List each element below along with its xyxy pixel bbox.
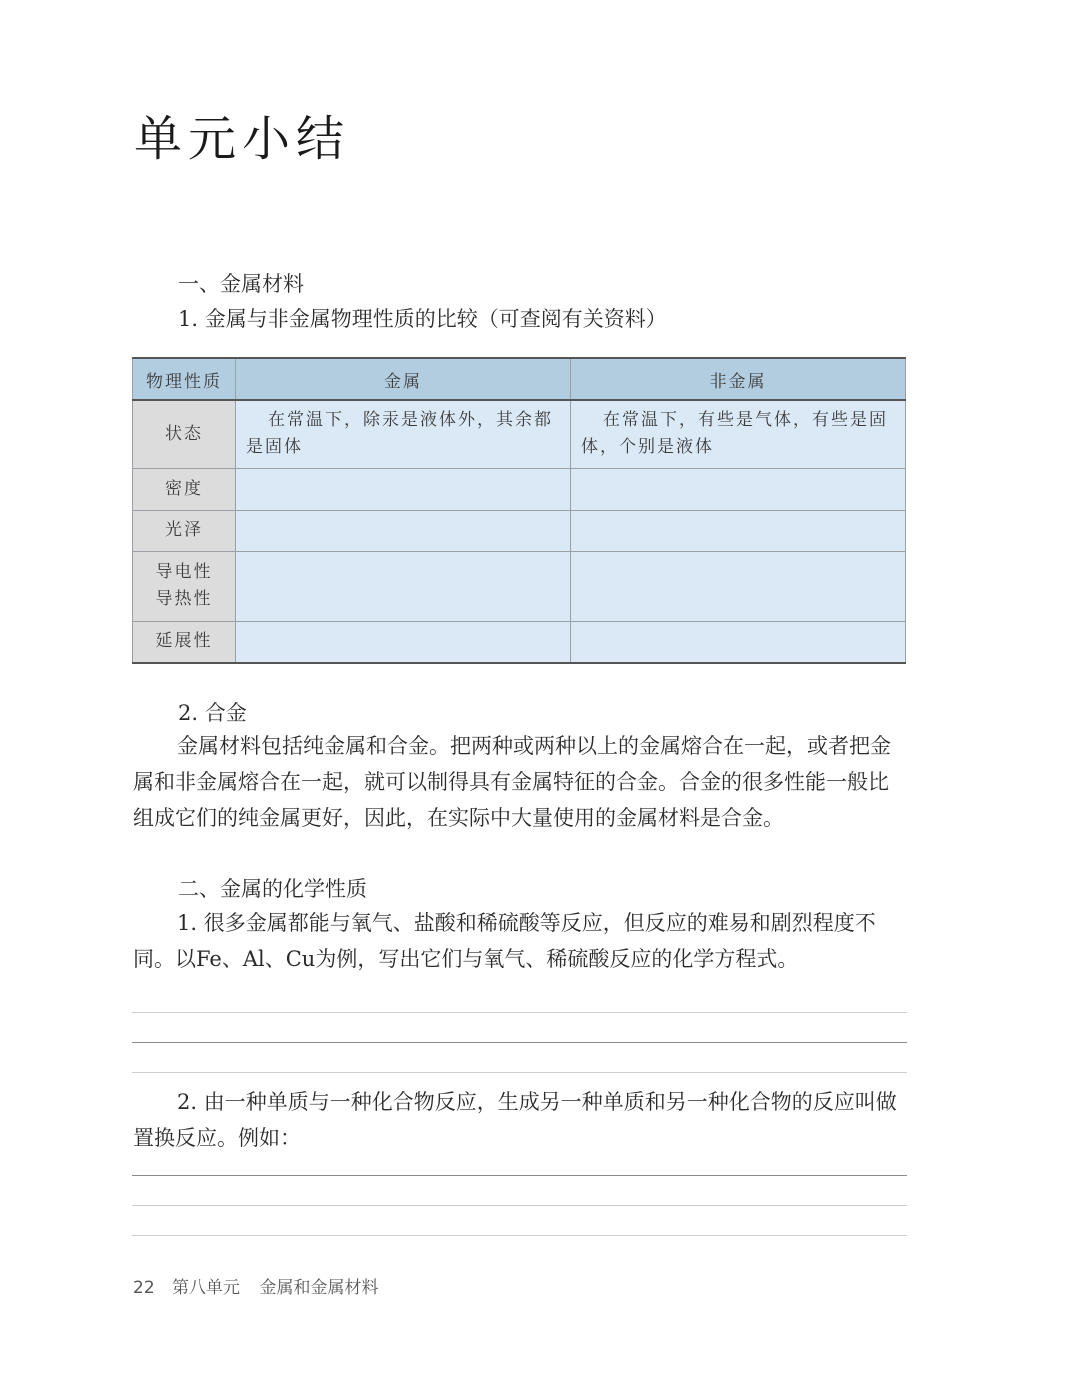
row-property-electrical: 导电性 bbox=[155, 562, 213, 582]
unit-label: 第八单元 bbox=[172, 1278, 241, 1298]
section2-heading: 二、金属的化学性质 bbox=[178, 877, 367, 901]
section2-item2: 2. 由一种单质与一种化合物反应，生成另一种单质和另一种化合物的反应叫做置换反应。例如： bbox=[133, 1090, 897, 1150]
section1-sub2-heading: 2. 合金 bbox=[178, 701, 247, 725]
page-number: 22 bbox=[133, 1278, 155, 1298]
row-property-state: 状态 bbox=[133, 400, 236, 468]
properties-table bbox=[132, 357, 906, 664]
row-property-luster: 光泽 bbox=[133, 510, 236, 551]
answer-line bbox=[132, 1235, 907, 1236]
alloy-paragraph: 金属材料包括纯金属和合金。把两种或两种以上的金属熔合在一起，或者把金属和非金属熔合在一起，就可以制得具有金属特征的合金。合金的很多性能一般比组成它们的纯金属更好，因此，在实际中大量使用的金属材料是合金。 bbox=[133, 734, 891, 830]
cell-metal-state bbox=[236, 400, 571, 468]
table-header-row bbox=[133, 358, 906, 400]
table-row bbox=[133, 551, 906, 621]
table-row bbox=[133, 621, 906, 663]
cell-nonmetal-state bbox=[571, 400, 906, 468]
row-property-density: 密度 bbox=[133, 468, 236, 510]
answer-line bbox=[132, 1012, 907, 1013]
section1-heading: 一、金属材料 bbox=[178, 272, 304, 296]
cell-metal-density bbox=[236, 468, 571, 510]
page-title: 单元小结 bbox=[134, 111, 351, 167]
table-row bbox=[133, 468, 906, 510]
cell-nonmetal-state-text: 在常温下，有些是气体，有些是固体，个别是液体 bbox=[581, 410, 888, 457]
section2-item1: 1. 很多金属都能与氧气、盐酸和稀硫酸等反应，但反应的难易和剧烈程度不同。以Fe、Al、Cu为例，写出它们与氧气、稀硫酸反应的化学方程式。 bbox=[133, 911, 876, 971]
cell-metal-conductivity bbox=[236, 551, 571, 621]
cell-metal-ductility bbox=[236, 621, 571, 663]
cell-nonmetal-conductivity bbox=[571, 551, 906, 621]
cell-nonmetal-density bbox=[571, 468, 906, 510]
answer-line bbox=[132, 1042, 907, 1043]
header-nonmetal: 非金属 bbox=[571, 358, 906, 400]
header-property: 物理性质 bbox=[133, 358, 236, 400]
cell-nonmetal-luster bbox=[571, 510, 906, 551]
header-metal: 金属 bbox=[236, 358, 571, 400]
unit-title: 金属和金属材料 bbox=[259, 1278, 379, 1298]
cell-metal-luster bbox=[236, 510, 571, 551]
cell-nonmetal-ductility bbox=[571, 621, 906, 663]
table-row bbox=[133, 510, 906, 551]
answer-line bbox=[132, 1072, 907, 1073]
table-row bbox=[133, 400, 906, 468]
answer-line bbox=[132, 1205, 907, 1206]
answer-line bbox=[132, 1175, 907, 1176]
page-footer bbox=[133, 1273, 378, 1298]
row-property-conductivity bbox=[133, 551, 236, 621]
section1-sub1-heading: 1. 金属与非金属物理性质的比较（可查阅有关资料） bbox=[178, 307, 667, 331]
row-property-thermal: 导热性 bbox=[155, 589, 213, 609]
cell-metal-state-text: 在常温下，除汞是液体外，其余都是固体 bbox=[246, 410, 553, 457]
row-property-ductility: 延展性 bbox=[133, 621, 236, 663]
